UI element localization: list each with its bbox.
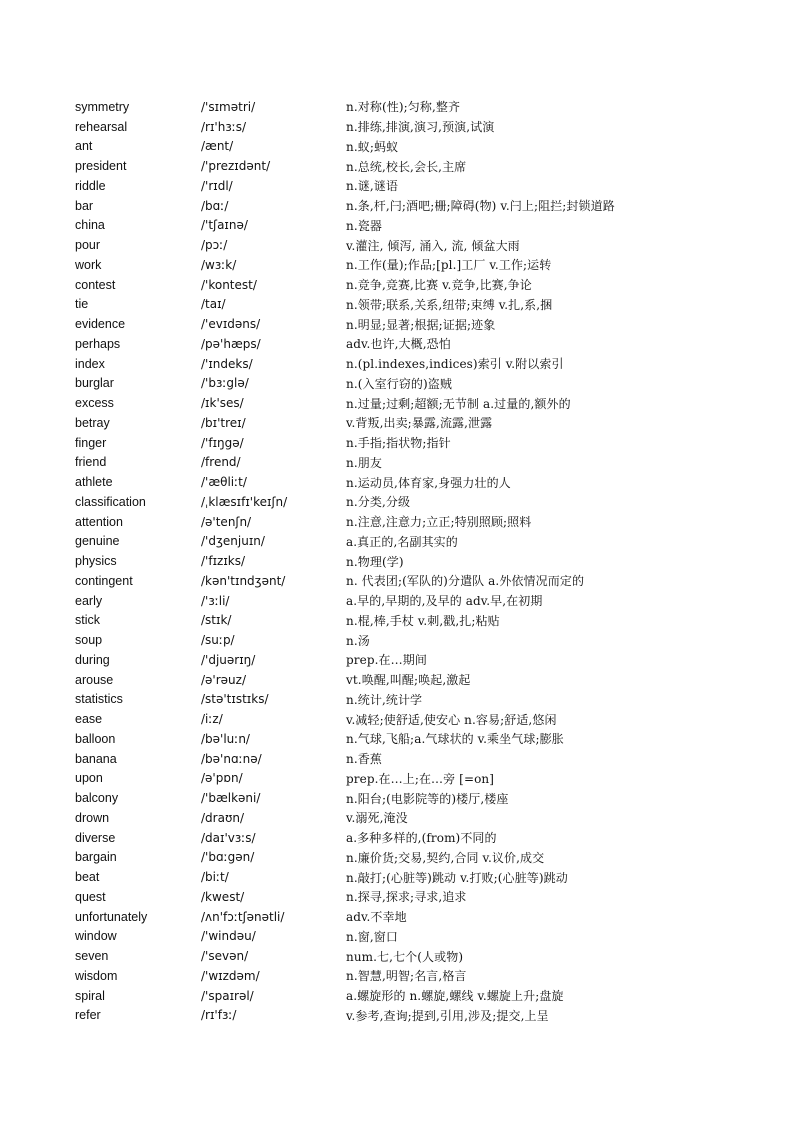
vocab-word: balloon: [75, 731, 116, 746]
vocab-word: index: [75, 356, 105, 371]
vocab-phonetic: /ə'rəuz/: [201, 672, 246, 687]
vocab-meaning: vt.唤醒,叫醒;唤起,激起: [346, 673, 471, 688]
vocab-word: bargain: [75, 850, 117, 865]
vocab-word: evidence: [75, 317, 126, 332]
vocab-phonetic: /wɜːk/: [201, 257, 237, 272]
vocab-meaning: n.运动员,体育家,身强力壮的人: [346, 475, 511, 490]
vocab-row: [75, 630, 715, 650]
vocab-meaning: a.螺旋形的 n.螺旋,螺线 v.螺旋上升;盘旋: [346, 989, 564, 1004]
vocab-word: excess: [75, 396, 114, 411]
vocab-meaning: n.总统,校长,会长,主席: [346, 159, 467, 174]
vocab-word: unfortunately: [75, 909, 148, 924]
vocab-row: [75, 650, 715, 670]
vocab-meaning: n.窗,窗口: [346, 929, 398, 944]
vocab-row: [75, 275, 715, 295]
vocab-word: beat: [75, 870, 100, 885]
vocab-phonetic: /daɪ'vɜːs/: [201, 830, 256, 845]
vocab-meaning: adv.也许,大概,恐怕: [346, 337, 451, 352]
vocab-row: [75, 512, 715, 532]
vocab-row: [75, 966, 715, 986]
vocab-row: [75, 156, 715, 176]
vocab-phonetic: /frend/: [201, 455, 241, 470]
vocab-phonetic: /'windəu/: [201, 929, 256, 944]
vocab-row: [75, 393, 715, 413]
vocab-row: [75, 670, 715, 690]
vocab-meaning: num.七,七个(人或物): [346, 949, 464, 964]
vocab-word: physics: [75, 554, 117, 569]
vocab-row: [75, 314, 715, 334]
vocab-row: [75, 887, 715, 907]
vocab-phonetic: /biːt/: [201, 870, 229, 885]
vocab-phonetic: /bə'nɑːnə/: [201, 751, 262, 766]
vocab-phonetic: /'fɪŋgə/: [201, 435, 244, 450]
vocab-phonetic: /kən'tɪndʒənt/: [201, 573, 286, 588]
vocab-meaning: v.溺死,淹没: [346, 811, 408, 826]
vocabulary-list: [75, 97, 715, 1025]
vocab-word: ant: [75, 139, 93, 154]
vocab-word: refer: [75, 1008, 101, 1023]
vocab-word: pour: [75, 238, 101, 253]
vocab-phonetic: /stə'tɪstɪks/: [201, 692, 269, 707]
vocab-meaning: n.排练,排演,演习,预演,试演: [346, 120, 495, 135]
vocab-phonetic: /'spaɪrəl/: [201, 988, 254, 1003]
vocab-meaning: n.蚁;蚂蚁: [346, 139, 399, 154]
vocab-phonetic: /'ɪndeks/: [201, 356, 253, 371]
vocab-row: [75, 374, 715, 394]
vocab-word: banana: [75, 751, 117, 766]
vocab-word: friend: [75, 455, 107, 470]
vocab-word: finger: [75, 435, 107, 450]
vocab-phonetic: /bə'luːn/: [201, 731, 250, 746]
vocab-word: attention: [75, 514, 123, 529]
vocab-phonetic: /'fɪzɪks/: [201, 554, 246, 569]
vocab-phonetic: /'sɪmətri/: [201, 99, 256, 114]
vocab-row: [75, 907, 715, 927]
vocab-phonetic: /stɪk/: [201, 613, 232, 628]
vocab-phonetic: /ʌn'fɔːtʃənətli/: [201, 909, 285, 924]
vocab-row: [75, 611, 715, 631]
vocab-meaning: v.减轻;使舒适,使安心 n.容易;舒适,悠闲: [346, 712, 557, 727]
vocab-row: [75, 413, 715, 433]
vocab-word: early: [75, 593, 103, 608]
vocab-meaning: n.竞争,竞赛,比赛 v.竞争,比赛,争论: [346, 278, 532, 293]
vocab-word: stick: [75, 613, 100, 628]
vocab-meaning: n.领带;联系,关系,纽带;束缚 v.扎,系,捆: [346, 297, 553, 312]
vocab-word: genuine: [75, 534, 120, 549]
vocab-meaning: n.明显;显著;根据;证据;迹象: [346, 317, 496, 332]
vocab-word: diverse: [75, 830, 116, 845]
vocab-phonetic: /'æθliːt/: [201, 475, 247, 490]
vocab-meaning: v.灌注, 倾泻, 涌入, 流, 倾盆大雨: [346, 238, 520, 253]
vocab-meaning: n.瓷器: [346, 218, 382, 233]
vocab-meaning: n.工作(量);作品;[pl.]工厂 v.工作;运转: [346, 258, 552, 273]
vocab-phonetic: /ænt/: [201, 139, 234, 154]
vocab-word: during: [75, 652, 110, 667]
vocab-meaning: n.条,杆,闩;酒吧;栅;障碍(物) v.闩上;阻拦;封锁道路: [346, 199, 615, 214]
vocab-row: [75, 729, 715, 749]
vocab-row: [75, 137, 715, 157]
vocab-phonetic: /'evɪdəns/: [201, 317, 261, 332]
vocab-meaning: n.阳台;(电影院等的)楼厅,楼座: [346, 791, 509, 806]
vocab-word: work: [75, 257, 102, 272]
vocab-row: [75, 749, 715, 769]
vocab-phonetic: /ˌklæsɪfɪ'keɪʃn/: [201, 494, 288, 509]
vocab-word: symmetry: [75, 99, 130, 114]
vocab-row: [75, 946, 715, 966]
vocab-phonetic: /bɑː/: [201, 198, 229, 213]
vocab-meaning: n.廉价货;交易,契约,合同 v.议价,成交: [346, 850, 545, 865]
vocab-word: athlete: [75, 475, 113, 490]
vocab-row: [75, 769, 715, 789]
vocab-word: bar: [75, 198, 94, 213]
vocab-phonetic: /'bɜːglə/: [201, 376, 249, 391]
vocab-word: contest: [75, 277, 116, 292]
vocab-phonetic: /bɪ'treɪ/: [201, 415, 246, 430]
vocab-phonetic: /'rɪdl/: [201, 178, 233, 193]
vocab-meaning: n.气球,飞船;a.气球状的 v.乘坐气球;膨胀: [346, 732, 564, 747]
vocab-row: [75, 808, 715, 828]
vocab-word: window: [75, 929, 117, 944]
vocab-word: quest: [75, 889, 106, 904]
vocab-row: [75, 788, 715, 808]
vocab-meaning: n.香蕉: [346, 752, 382, 767]
vocab-phonetic: /pɔː/: [201, 238, 228, 253]
vocab-row: [75, 709, 715, 729]
vocab-word: betray: [75, 415, 110, 430]
vocab-meaning: n.谜,谜语: [346, 179, 398, 194]
vocab-meaning: prep.在…期间: [346, 653, 427, 668]
vocab-phonetic: /kwest/: [201, 889, 245, 904]
vocab-phonetic: /draʊn/: [201, 810, 245, 825]
vocab-word: drown: [75, 810, 110, 825]
vocab-word: contingent: [75, 573, 133, 588]
vocab-row: [75, 295, 715, 315]
vocab-meaning: n.过量;过剩;超额;无节制 a.过量的,额外的: [346, 396, 571, 411]
vocab-meaning: v.背叛,出卖;暴露,流露,泄露: [346, 416, 493, 431]
vocab-phonetic: /rɪ'hɜːs/: [201, 119, 247, 134]
vocab-row: [75, 551, 715, 571]
vocab-row: [75, 117, 715, 137]
vocab-meaning: a.真正的,名副其实的: [346, 534, 458, 549]
vocab-word: riddle: [75, 178, 106, 193]
vocab-meaning: n.棍,棒,手杖 v.刺,戳,扎;粘贴: [346, 613, 500, 628]
vocab-word: arouse: [75, 672, 114, 687]
vocab-meaning: n.注意,注意力;立正;特别照顾;照料: [346, 515, 532, 530]
vocab-word: burglar: [75, 376, 114, 391]
vocab-word: tie: [75, 297, 89, 312]
vocab-meaning: n.物理(学): [346, 554, 404, 569]
vocab-meaning: a.早的,早期的,及早的 adv.早,在初期: [346, 594, 543, 609]
vocab-phonetic: /'prezɪdənt/: [201, 159, 271, 174]
vocab-phonetic: /'tʃaɪnə/: [201, 218, 248, 233]
vocab-word: president: [75, 159, 127, 174]
vocab-phonetic: /ə'pɒn/: [201, 771, 243, 786]
vocab-word: balcony: [75, 791, 119, 806]
vocab-word: perhaps: [75, 336, 121, 351]
vocab-word: wisdom: [75, 968, 118, 983]
vocab-meaning: n.对称(性);匀称,整齐: [346, 100, 461, 115]
vocab-row: [75, 176, 715, 196]
vocab-phonetic: /'sevən/: [201, 949, 249, 964]
vocab-row: [75, 591, 715, 611]
vocab-row: [75, 927, 715, 947]
vocab-phonetic: /suːp/: [201, 633, 235, 648]
vocab-phonetic: /taɪ/: [201, 297, 226, 312]
vocab-row: [75, 848, 715, 868]
vocab-meaning: n.智慧,明智;名言,格言: [346, 969, 467, 984]
vocab-meaning: n.(入室行窃的)盗贼: [346, 376, 453, 391]
vocab-row: [75, 986, 715, 1006]
vocab-row: [75, 255, 715, 275]
vocab-phonetic: /'djuərɪŋ/: [201, 652, 256, 667]
vocab-word: rehearsal: [75, 119, 128, 134]
vocab-row: [75, 828, 715, 848]
vocab-phonetic: /'bɑːgən/: [201, 850, 255, 865]
vocab-word: china: [75, 218, 105, 233]
vocab-row: [75, 492, 715, 512]
vocab-meaning: n.汤: [346, 633, 370, 648]
vocab-meaning: v.参考,查询;提到,引用,涉及;提交,上呈: [346, 1008, 549, 1023]
vocab-word: classification: [75, 494, 146, 509]
vocab-word: spiral: [75, 988, 105, 1003]
vocab-meaning: n. 代表团;(军队的)分遣队 a.外依情况而定的: [346, 574, 585, 589]
vocab-meaning: n.探寻,探求;寻求,追求: [346, 890, 467, 905]
vocab-meaning: n.分类,分级: [346, 495, 411, 510]
vocab-row: [75, 1006, 715, 1026]
vocab-phonetic: /'dʒenjuɪn/: [201, 534, 265, 549]
vocab-word: ease: [75, 712, 103, 727]
vocab-row: [75, 690, 715, 710]
vocab-meaning: n.敲打;(心脏等)跳动 v.打败;(心脏等)跳动: [346, 870, 568, 885]
vocab-row: [75, 571, 715, 591]
vocab-row: [75, 867, 715, 887]
vocab-phonetic: /'ɜːli/: [201, 593, 230, 608]
vocab-phonetic: /rɪ'fɜː/: [201, 1008, 237, 1023]
vocab-phonetic: /'kontest/: [201, 277, 257, 292]
vocab-row: [75, 196, 715, 216]
vocab-meaning: n.手指;指状物;指针: [346, 436, 451, 451]
vocab-meaning: a.多种多样的,(from)不同的: [346, 831, 497, 846]
vocab-word: soup: [75, 633, 103, 648]
vocab-word: upon: [75, 771, 103, 786]
vocab-word: seven: [75, 949, 109, 964]
vocab-phonetic: /pə'hæps/: [201, 336, 261, 351]
vocab-row: [75, 216, 715, 236]
vocab-word: statistics: [75, 692, 123, 707]
vocab-phonetic: /ə'tenʃn/: [201, 514, 252, 529]
vocab-row: [75, 334, 715, 354]
vocab-phonetic: /iːz/: [201, 712, 223, 727]
vocab-row: [75, 433, 715, 453]
vocab-row: [75, 453, 715, 473]
vocab-row: [75, 354, 715, 374]
vocab-meaning: n.(pl.indexes,indices)索引 v.附以索引: [346, 357, 564, 372]
vocab-meaning: n.朋友: [346, 455, 382, 470]
vocab-meaning: n.统计,统计学: [346, 692, 423, 707]
vocab-meaning: adv.不幸地: [346, 910, 407, 925]
vocab-phonetic: /'wɪzdəm/: [201, 968, 260, 983]
vocab-meaning: prep.在…上;在…旁 [=on]: [346, 771, 495, 786]
vocab-row: [75, 472, 715, 492]
vocab-row: [75, 97, 715, 117]
vocab-row: [75, 532, 715, 552]
vocab-row: [75, 235, 715, 255]
vocab-phonetic: /'bælkəni/: [201, 791, 261, 806]
vocab-phonetic: /ɪk'ses/: [201, 396, 244, 411]
